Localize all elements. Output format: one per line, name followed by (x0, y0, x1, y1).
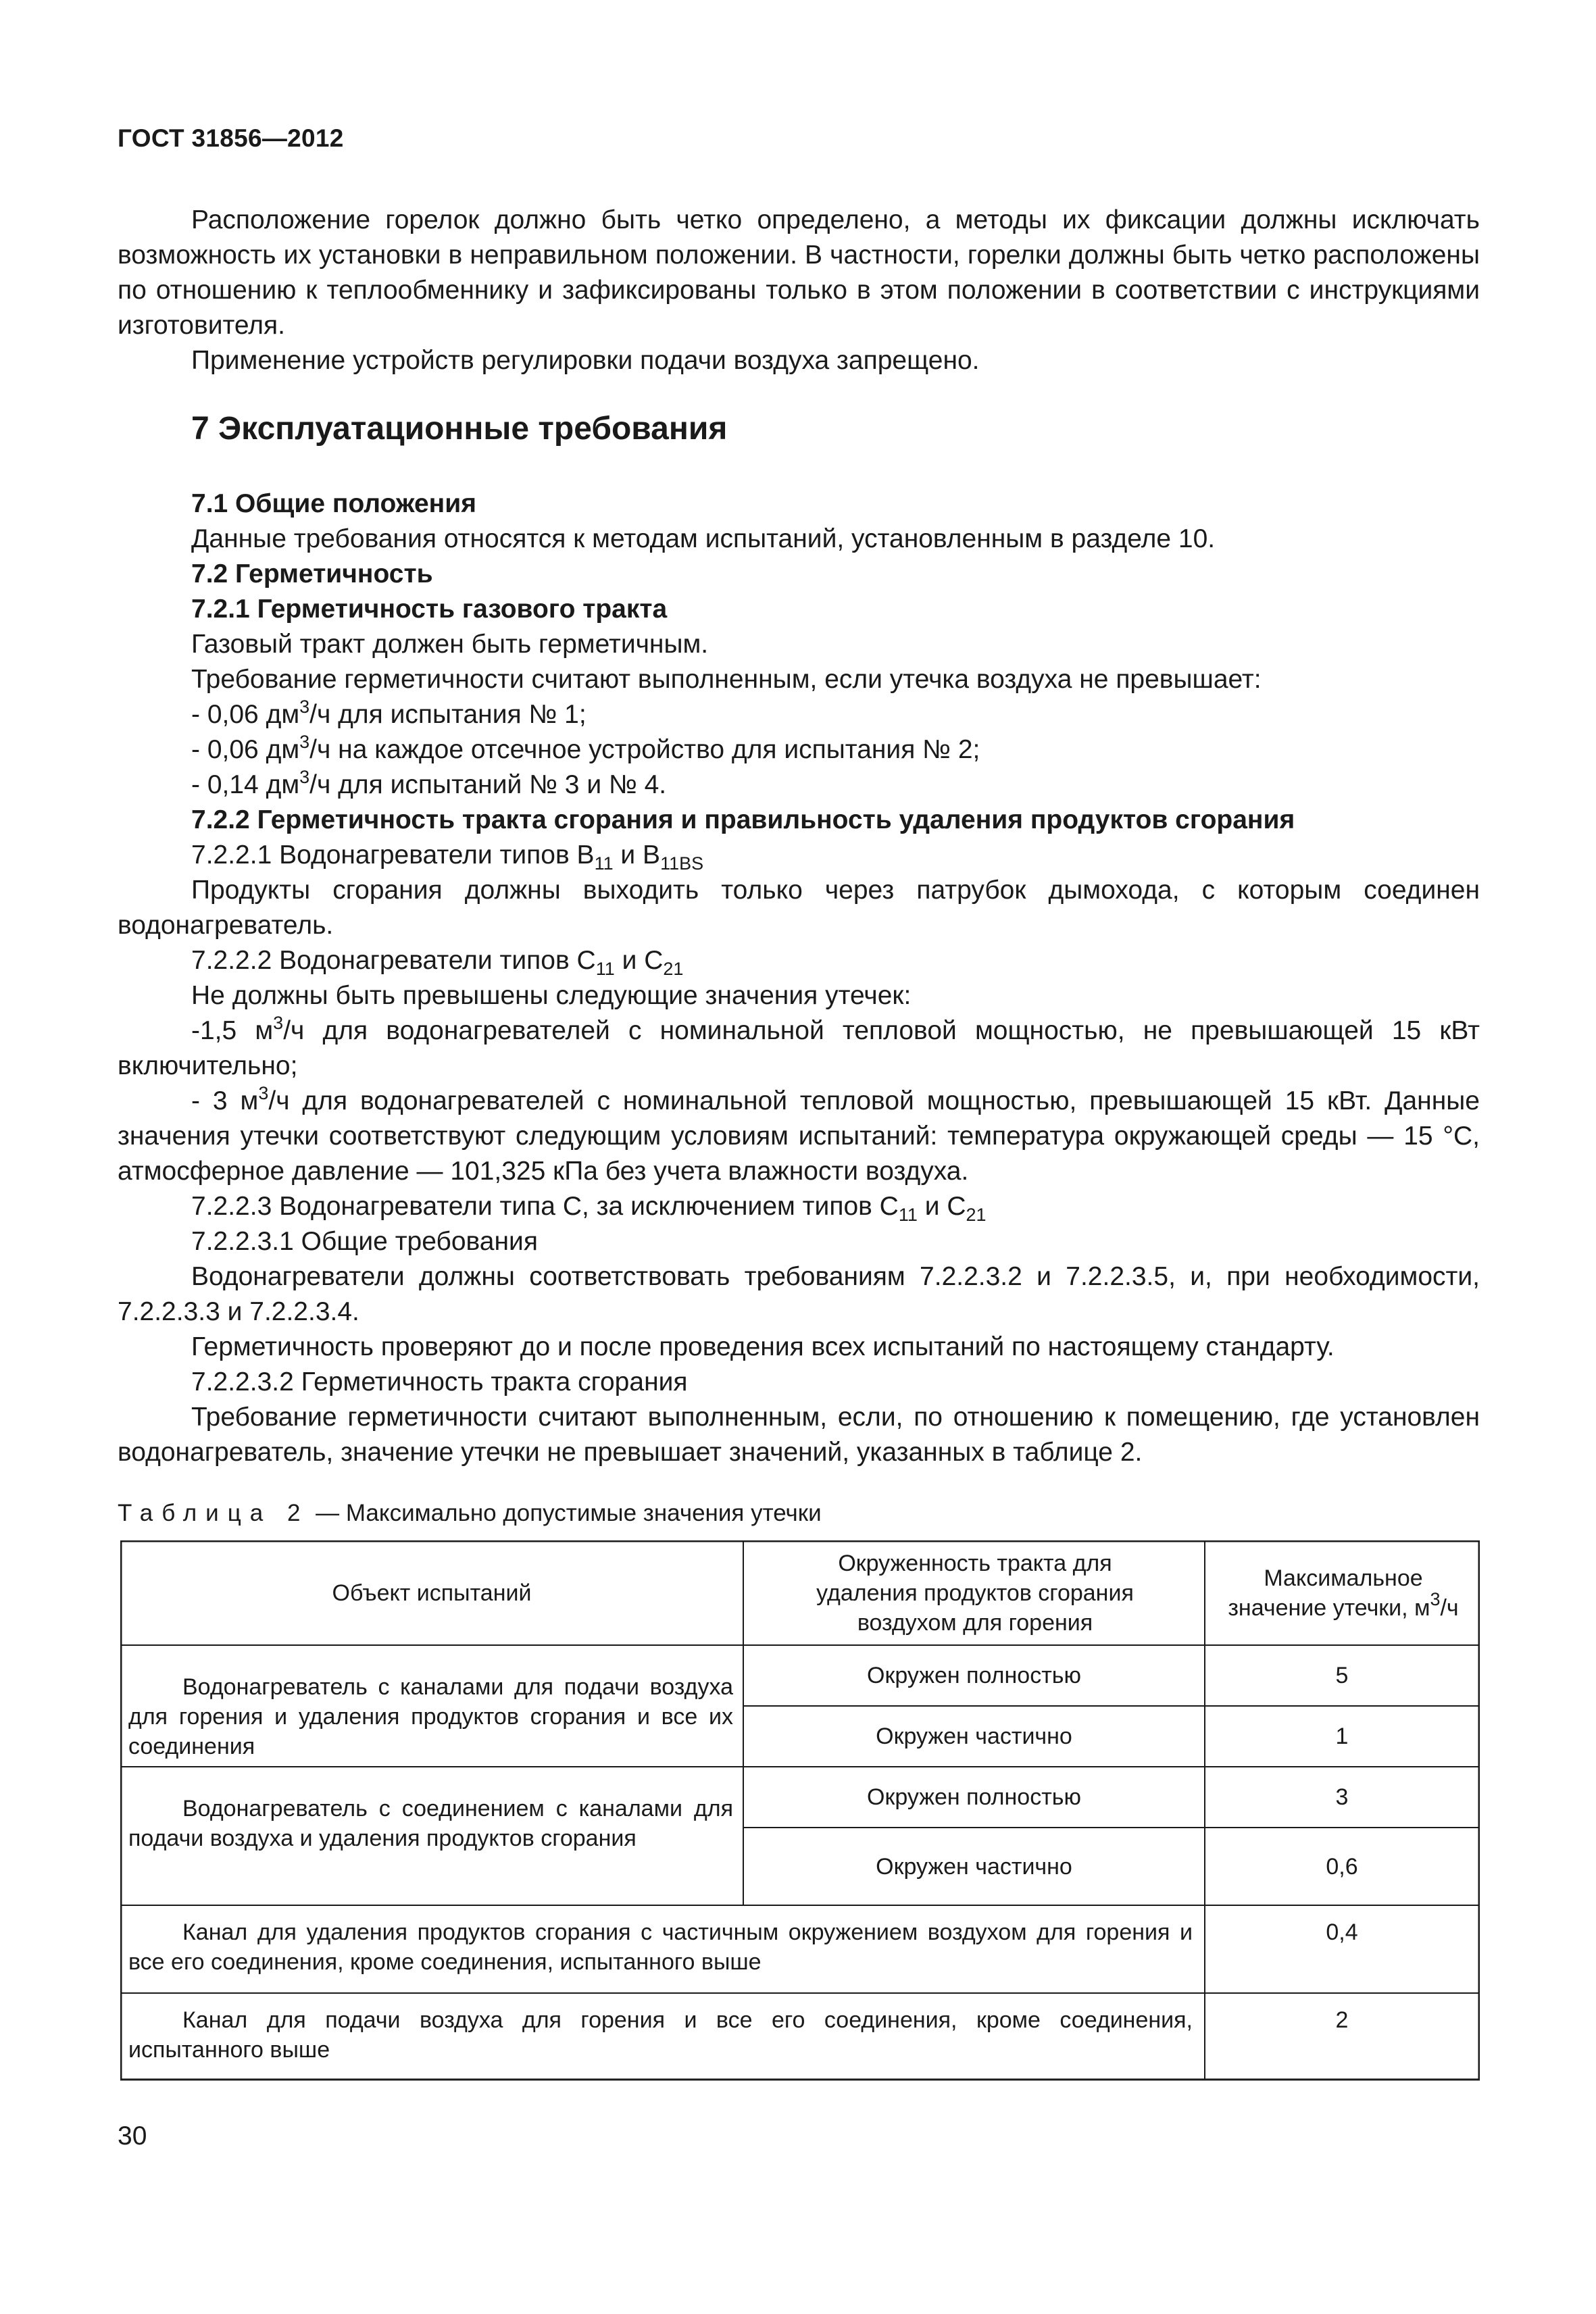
clause-title: 7.2.2.1 Водонагреватели типов $B_{11}$ и $B_{11BS}$ (191, 840, 704, 874)
row2-part-value: 0,6 (1326, 1853, 1358, 1880)
table-caption-text: — Максимально допустимые значения утечки (309, 1500, 822, 1526)
row1-object: Водонагреватель с каналами для подачи воздуха для горения и удаления продуктов сгорания и все их соединения (128, 1674, 733, 1759)
paragraph: Расположение горелок должно быть четко определено, а методы их фиксации должны исключать возможность их установки в неправильном положении. В частности, горелки должны быть четко расположены по отношению к теплообменнику и зафиксированы только в этом положении в соответствии с инструкциями изготовителя. (118, 205, 1480, 340)
document-code: ГОСТ 31856—2012 (118, 124, 344, 152)
subsection-title: 7.1 Общие положения (191, 489, 476, 518)
list-item: - 0,06 $дм^3/ч$ на каждое отсечное устройство для испытания № 2; (191, 732, 980, 764)
paragraph: Требование герметичности считают выполненным, если, по отношению к помещению, где установлен водонагреватель, значение утечки не превышает значений, указанных в таблице 2. (118, 1403, 1480, 1467)
section-7-body (118, 486, 1480, 1470)
row1-full-value: 5 (1335, 1663, 1349, 1688)
paragraph: Водонагреватели должны соответствовать требованиям 7.2.2.3.2 и 7.2.2.3.5, и, при необходимости, 7.2.2.3.3 и 7.2.2.3.4. (118, 1262, 1480, 1326)
row2-full-value: 3 (1335, 1784, 1349, 1810)
intro-text (118, 203, 1480, 378)
row4-value: 2 (1335, 2007, 1349, 2033)
list-item: - 0,14 $дм^3/ч$ для испытаний № 3 и № 4. (191, 767, 667, 799)
row1-part-value: 1 (1335, 1724, 1349, 1749)
header-enclosure: Окруженность тракта для удаления продуктов сгорания воздухом для горения (816, 1550, 1134, 1636)
header-object: Объект испытаний (332, 1580, 532, 1606)
subsection-title: 7.2.1 Герметичность газового тракта (191, 595, 668, 624)
row2-part: Окружен частично (876, 1853, 1072, 1880)
subsection-title: 7.2 Герметичность (191, 559, 433, 588)
section-7 (118, 409, 1480, 449)
paragraph: Герметичность проверяют до и после проведения всех испытаний по настоящему стандарту. (191, 1332, 1335, 1361)
section-title: 7 Эксплуатационные требования (191, 411, 728, 447)
list-item: -1,5 $м^3/ч$ для водонагревателей с номинальной тепловой мощностью, не превышающей 15 кВт включительно; (118, 1013, 1480, 1080)
subsection-title: 7.2.2 Герметичность тракта сгорания и правильность удаления продуктов сгорания (191, 805, 1295, 834)
paragraph: Не должны быть превышены следующие значения утечек: (191, 981, 912, 1010)
table-caption-label: Таблица 2 (118, 1500, 309, 1526)
row2-object: Водонагреватель с соединением с каналами для подачи воздуха и удаления продуктов сгорания (128, 1796, 733, 1851)
row1-part: Окружен частично (876, 1724, 1072, 1749)
list-item: - 0,06 $дм^3/ч$ для испытания № 1; (191, 697, 587, 729)
row2-full: Окружен полностью (867, 1784, 1081, 1810)
leakage-table (120, 1540, 1480, 2081)
row3-object: Канал для удаления продуктов сгорания с частичным окружением воздухом для горения и все его соединения, кроме соединения, испытанного выше (128, 1919, 1193, 1975)
clause-title: 7.2.2.2 Водонагреватели типов $C_{11}$ и $C_{21}$ (191, 946, 684, 979)
header-max-leak: Максимальное значение утечки, $м^3/ч$ (1228, 1565, 1459, 1621)
table-caption (118, 1500, 822, 1527)
paragraph: Продукты сгорания должны выходить только через патрубок дымохода, с которым соединен водонагреватель. (118, 876, 1480, 940)
clause-title: 7.2.2.3 Водонагреватели типа C, за исключением типов $C_{11}$ и $C_{21}$ (191, 1192, 987, 1225)
row4-object: Канал для подачи воздуха для горения и все его соединения, кроме соединения, испытанного выше (128, 2007, 1193, 2063)
paragraph: Требование герметичности считают выполненным, если утечка воздуха не превышает: (191, 665, 1262, 694)
page-number: 30 (118, 2121, 147, 2150)
paragraph: Данные требования относятся к методам испытаний, установленным в разделе 10. (191, 524, 1216, 553)
row3-value: 0,4 (1326, 1919, 1358, 1945)
paragraph: Применение устройств регулировки подачи воздуха запрещено. (191, 346, 980, 375)
clause-title: 7.2.2.3.1 Общие требования (191, 1227, 538, 1256)
list-item: - 3 $м^3/ч$ для водонагревателей с номинальной тепловой мощностью, превышающей 15 кВт. Данные значения утечки соответствуют следующим условиям испытаний: температура окружающей среды — 15 °С, атмосферное давление — 101,325 кПа без учета влажности воздуха. (118, 1083, 1480, 1186)
row1-full: Окружен полностью (867, 1663, 1081, 1688)
paragraph: Газовый тракт должен быть герметичным. (191, 630, 709, 659)
clause-title: 7.2.2.3.2 Герметичность тракта сгорания (191, 1367, 688, 1397)
